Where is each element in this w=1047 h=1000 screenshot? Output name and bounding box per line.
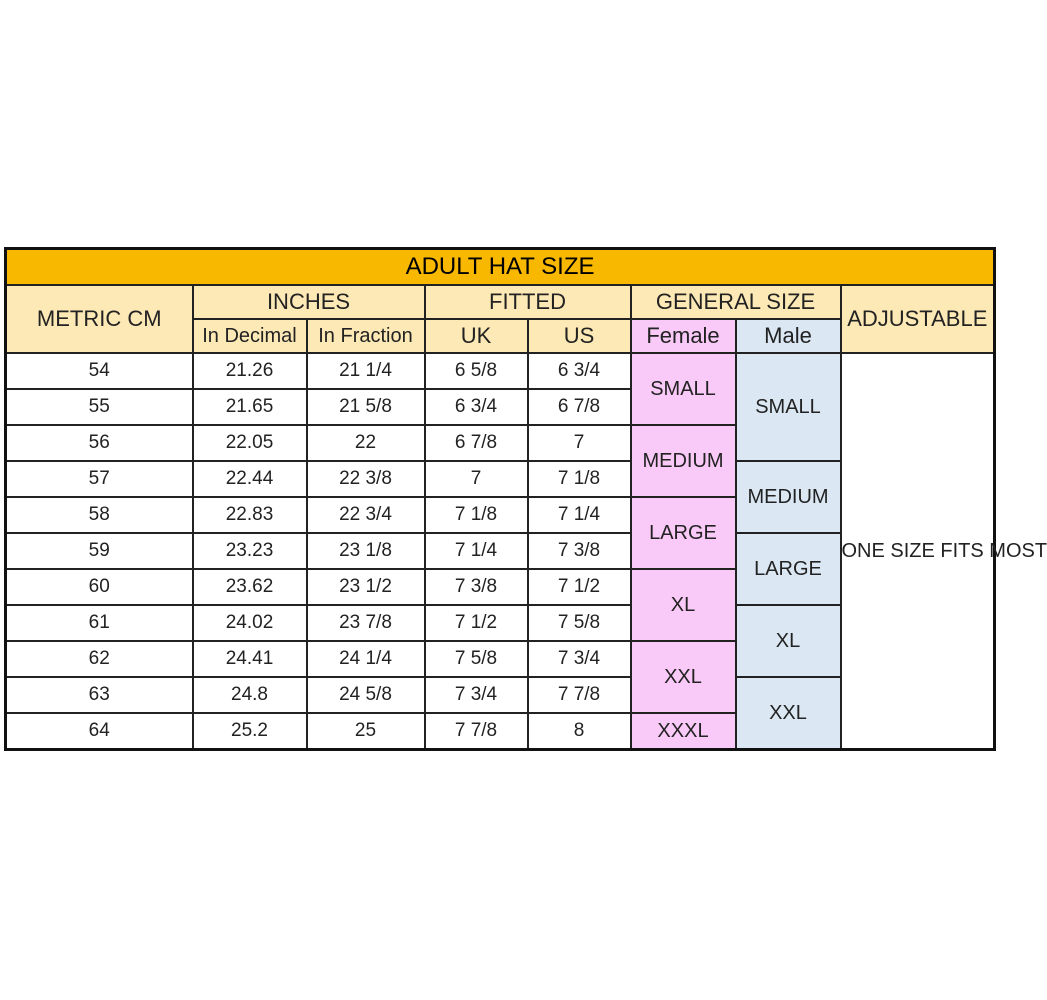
cell-us: 6 7/8 — [528, 389, 631, 425]
cell-cm: 57 — [6, 461, 193, 497]
cell-decimal: 24.02 — [193, 605, 307, 641]
cell-fraction: 22 3/8 — [307, 461, 425, 497]
header-in-fraction: In Fraction — [307, 319, 425, 353]
cell-decimal: 23.23 — [193, 533, 307, 569]
cell-cm: 59 — [6, 533, 193, 569]
table-row — [6, 353, 995, 389]
cell-decimal: 22.83 — [193, 497, 307, 533]
cell-uk: 7 1/8 — [425, 497, 528, 533]
hat-size-table — [4, 247, 1047, 751]
female-size-xl: XL — [631, 569, 736, 641]
header-in-decimal: In Decimal — [193, 319, 307, 353]
cell-us: 7 3/8 — [528, 533, 631, 569]
cell-uk: 6 7/8 — [425, 425, 528, 461]
cell-uk: 7 3/8 — [425, 569, 528, 605]
male-size-large: LARGE — [736, 533, 841, 605]
cell-cm: 63 — [6, 677, 193, 713]
cell-uk: 7 — [425, 461, 528, 497]
cell-decimal: 23.62 — [193, 569, 307, 605]
cell-decimal: 25.2 — [193, 713, 307, 749]
cell-cm: 61 — [6, 605, 193, 641]
cell-fraction: 24 1/4 — [307, 641, 425, 677]
header-us: US — [528, 319, 631, 353]
cell-uk: 7 1/4 — [425, 533, 528, 569]
cell-cm: 58 — [6, 497, 193, 533]
cell-decimal: 22.05 — [193, 425, 307, 461]
cell-uk: 6 3/4 — [425, 389, 528, 425]
cell-decimal: 24.41 — [193, 641, 307, 677]
cell-uk: 6 5/8 — [425, 353, 528, 389]
header-adjustable: ADJUSTABLE — [841, 285, 995, 353]
female-size-small: SMALL — [631, 353, 736, 425]
cell-decimal: 21.26 — [193, 353, 307, 389]
cell-fraction: 23 7/8 — [307, 605, 425, 641]
cell-decimal: 24.8 — [193, 677, 307, 713]
cell-cm: 56 — [6, 425, 193, 461]
header-fitted: FITTED — [425, 285, 631, 319]
cell-uk: 7 3/4 — [425, 677, 528, 713]
female-size-xxl: XXL — [631, 641, 736, 713]
cell-uk: 7 5/8 — [425, 641, 528, 677]
cell-fraction: 21 1/4 — [307, 353, 425, 389]
cell-fraction: 22 3/4 — [307, 497, 425, 533]
header-uk: UK — [425, 319, 528, 353]
cell-us: 8 — [528, 713, 631, 749]
cell-fraction: 21 5/8 — [307, 389, 425, 425]
female-size-xxxl: XXXL — [631, 713, 736, 749]
header-female: Female — [631, 319, 736, 353]
cell-us: 7 5/8 — [528, 605, 631, 641]
header-general-size: GENERAL SIZE — [631, 285, 841, 319]
cell-uk: 7 7/8 — [425, 713, 528, 749]
cell-us: 7 1/8 — [528, 461, 631, 497]
table-title: ADULT HAT SIZE — [6, 249, 995, 286]
male-size-xxl: XXL — [736, 677, 841, 749]
male-size-xl: XL — [736, 605, 841, 677]
cell-us: 7 1/4 — [528, 497, 631, 533]
female-size-medium: MEDIUM — [631, 425, 736, 497]
cell-fraction: 22 — [307, 425, 425, 461]
female-size-large: LARGE — [631, 497, 736, 569]
cell-us: 6 3/4 — [528, 353, 631, 389]
cell-us: 7 3/4 — [528, 641, 631, 677]
cell-cm: 54 — [6, 353, 193, 389]
male-size-small: SMALL — [736, 353, 841, 461]
cell-fraction: 23 1/8 — [307, 533, 425, 569]
header-male: Male — [736, 319, 841, 353]
header-metric-cm: METRIC CM — [6, 285, 193, 353]
cell-decimal: 21.65 — [193, 389, 307, 425]
cell-cm: 60 — [6, 569, 193, 605]
cell-cm: 64 — [6, 713, 193, 749]
adjustable-one-size: ONE SIZE FITS MOST — [841, 353, 995, 749]
cell-cm: 55 — [6, 389, 193, 425]
cell-cm: 62 — [6, 641, 193, 677]
cell-uk: 7 1/2 — [425, 605, 528, 641]
header-inches: INCHES — [193, 285, 425, 319]
cell-fraction: 23 1/2 — [307, 569, 425, 605]
male-size-medium: MEDIUM — [736, 461, 841, 533]
cell-decimal: 22.44 — [193, 461, 307, 497]
cell-us: 7 7/8 — [528, 677, 631, 713]
cell-us: 7 — [528, 425, 631, 461]
cell-us: 7 1/2 — [528, 569, 631, 605]
cell-fraction: 24 5/8 — [307, 677, 425, 713]
cell-fraction: 25 — [307, 713, 425, 749]
